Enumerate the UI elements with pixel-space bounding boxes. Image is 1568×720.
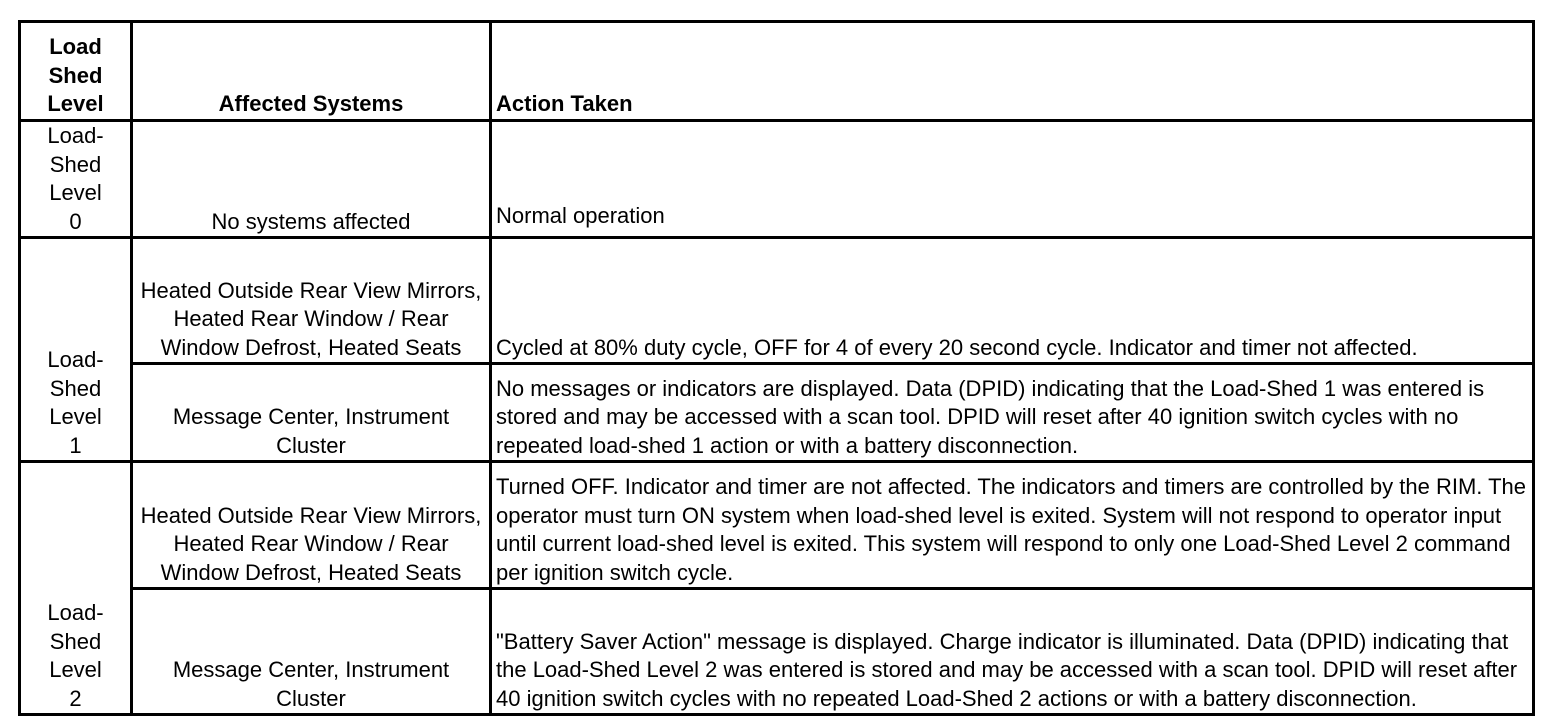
systems-cell: No systems affected [132, 121, 491, 238]
level-cell-0: Load-Shed Level 0 [20, 121, 132, 238]
table-row [20, 364, 1534, 462]
action-cell: No messages or indicators are displayed. Data (DPID) indicating that the Load-Shed 1 was entered is stored and may be accessed with a scan tool. DPID will reset after 40 ignition switch cycles with no repeated load-shed 1 action or with a battery disconnection. [491, 364, 1534, 462]
table-row [20, 589, 1534, 715]
action-cell: Cycled at 80% duty cycle, OFF for 4 of every 20 second cycle. Indicator and timer not affected. [491, 238, 1534, 364]
systems-cell: Heated Outside Rear View Mirrors, Heated Rear Window / Rear Window Defrost, Heated Seats [132, 462, 491, 589]
systems-cell: Heated Outside Rear View Mirrors, Heated Rear Window / Rear Window Defrost, Heated Seats [132, 238, 491, 364]
header-affected-systems: Affected Systems [132, 22, 491, 121]
table-row [20, 462, 1534, 589]
header-load-shed-level: Load Shed Level [20, 22, 132, 121]
table-row [20, 238, 1534, 364]
systems-cell: Message Center, Instrument Cluster [132, 364, 491, 462]
level-cell-2: Load-Shed Level 2 [20, 462, 132, 715]
level-cell-1: Load-Shed Level 1 [20, 238, 132, 462]
action-cell: Normal operation [491, 121, 1534, 238]
header-action-taken: Action Taken [491, 22, 1534, 121]
header-row [20, 22, 1534, 121]
action-cell: "Battery Saver Action" message is displayed. Charge indicator is illuminated. Data (DPID) indicating that the Load-Shed Level 2 was entered is stored and may be accessed with a scan tool. DPID will reset after 40 ignition switch cycles with no repeated Load-Shed 2 actions or with a battery disconnection. [491, 589, 1534, 715]
load-shed-table [18, 20, 1535, 716]
action-cell: Turned OFF. Indicator and timer are not affected. The indicators and timers are controlled by the RIM. The operator must turn ON system when load-shed level is exited. System will not respond to operator input until current load-shed level is exited. This system will respond to only one Load-Shed Level 2 command per ignition switch cycle. [491, 462, 1534, 589]
table-row [20, 121, 1534, 238]
systems-cell: Message Center, Instrument Cluster [132, 589, 491, 715]
